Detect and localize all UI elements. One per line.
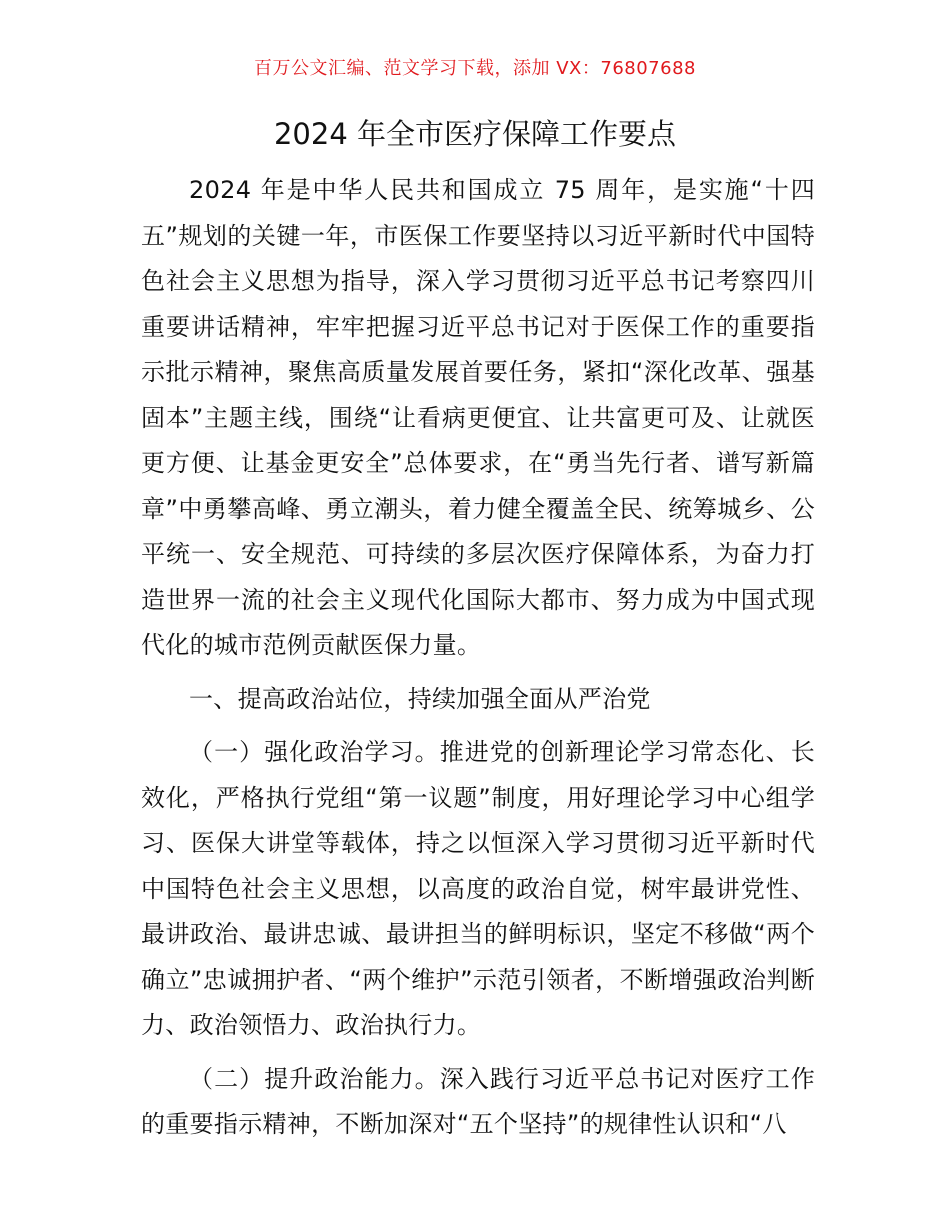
document-title: 2024 年全市医疗保障工作要点 bbox=[273, 117, 677, 151]
header-note: 百万公文汇编、范文学习下载，添加 VX：76807688 bbox=[254, 58, 696, 79]
intro-paragraph: 2024 年是中华人民共和国成立 75 周年，是实施“十四五”规划的关键一年，市医保工作要坚持以习近平新时代中国特色社会主义思想为指导，深入学习贯彻习近平总书记考察四川重要讲话精神，牢牢把握习近平总书记对于医保工作的重要指示批示精神，聚焦高质量发展首要任务，紧扣“深化改革、强基固本”主题主线，围绕“让看病更便宜、让共富更可及、让就医更方便、让基金更安全”总体要求，在“勇当先行者、谱写新篇章”中勇攀高峰、勇立潮头，着力健全覆盖全民、统筹城乡、公平统一、安全规范、可持续的多层次医疗保障体系，为奋力打造世界一流的社会主义现代化国际大都市、努力成为中国式现代化的城市范例贡献医保力量。 bbox=[141, 176, 815, 659]
document-body bbox=[141, 168, 815, 1148]
subsection-paragraph-2: （二）提升政治能力。深入践行习近平总书记对医疗工作的重要指示精神，不断加深对“五个坚持”的规律性认识和“八 bbox=[141, 1064, 815, 1138]
subsection-paragraph-1: （一）强化政治学习。推进党的创新理论学习常态化、长效化，严格执行党组“第一议题”制度，用好理论学习中心组学习、医保大讲堂等载体，持之以恒深入学习贯彻习近平新时代中国特色社会主义思想，以高度的政治自觉，树牢最讲党性、最讲政治、最讲忠诚、最讲担当的鲜明标识，坚定不移做“两个确立”忠诚拥护者、“两个维护”示范引领者，不断增强政治判断力、政治领悟力、政治执行力。 bbox=[141, 738, 815, 1039]
section-heading-1: 一、提高政治站位，持续加强全面从严治党 bbox=[189, 684, 651, 713]
